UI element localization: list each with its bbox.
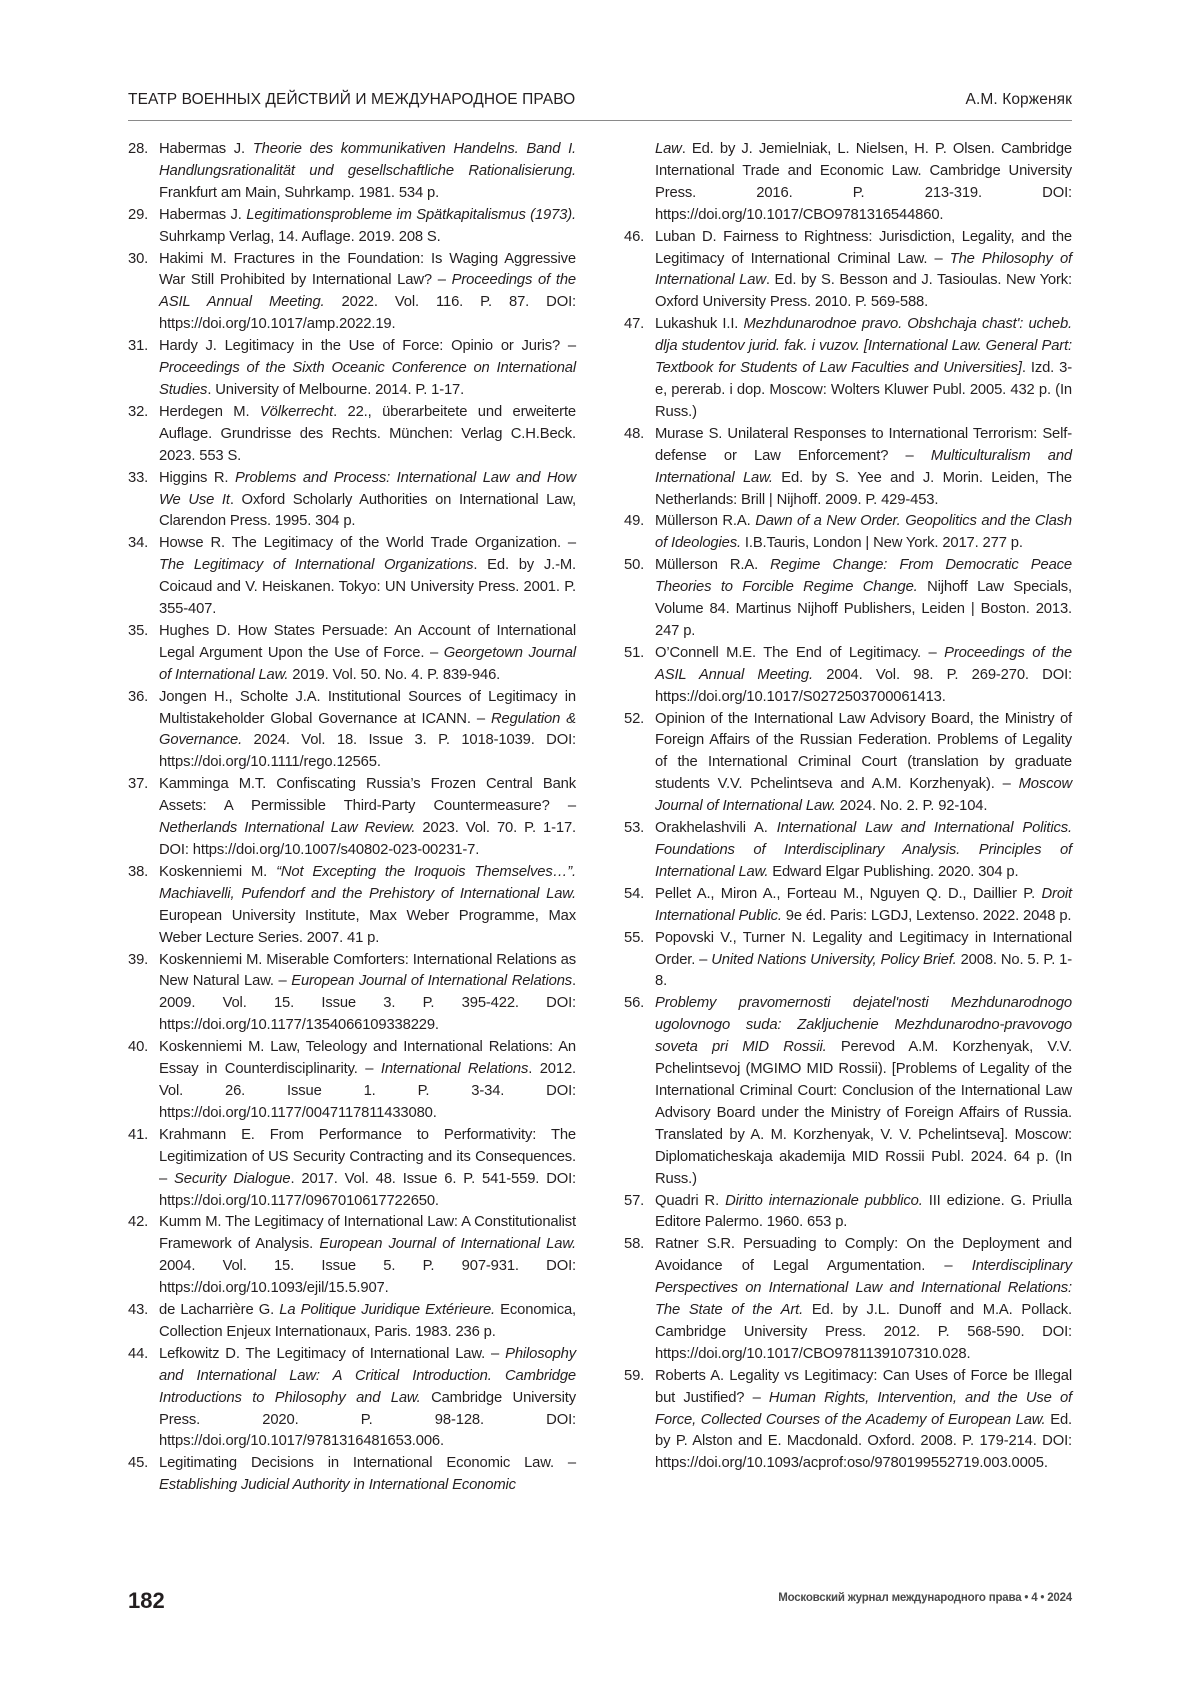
reference-text: de Lacharrière G. <box>159 1302 279 1318</box>
reference-number: 51. <box>624 643 644 665</box>
reference-number: 57. <box>624 1191 644 1213</box>
references-column-right <box>624 139 1072 1475</box>
reference-title: Netherlands International Law Review. <box>159 820 415 836</box>
reference-number: 39. <box>128 950 148 972</box>
reference-text: Perevod A.M. Korzhenyak, V.V. Pchelintsevoj (MGIMO MID Rossii). [Problems of Legality of the International Criminal Court: Conclusion of the International Law Advisory Board under the Ministry of Foreign Affairs of Russia. Translated by A. M. Korzhenyak, V. V. Pchelintseva]. Moscow: Diplomaticheskaja akademija MID Rossii Publ. 2024. 64 p. (In Russ.) <box>655 1039 1072 1186</box>
reference-number: 52. <box>624 709 644 731</box>
reference-number: 37. <box>128 774 148 796</box>
reference-title: Georgetown Journal of International Law. <box>159 645 576 683</box>
reference-item <box>128 774 576 862</box>
reference-title: Droit International Public. <box>655 886 1072 924</box>
reference-title: Proceedings of the Sixth Oceanic Conference on International Studies <box>159 360 576 398</box>
reference-title: Moscow Journal of International Law. <box>655 776 1072 814</box>
reference-number: 31. <box>128 336 148 358</box>
reference-text: Luban D. Fairness to Rightness: Jurisdiction, Legality, and the Legitimacy of International Criminal Law. – <box>655 229 1072 267</box>
reference-title: Mezhdunarodnoe pravo. Obshchaja chast': ucheb. dlja studentov jurid. fak. i vuzov. [International Law. General Part: Textbook for Students of Law Faculties and Universities] <box>655 316 1072 376</box>
reference-number: 59. <box>624 1366 644 1388</box>
reference-text: . 2012. Vol. 26. Issue 1. P. 3-34. DOI: https://doi.org/10.1177/0047117811433080. <box>159 1061 576 1121</box>
reference-text: Legitimating Decisions in International Economic Law. – <box>159 1455 576 1471</box>
reference-title: The Legitimacy of International Organizations <box>159 557 473 573</box>
references-column-left <box>128 139 576 1497</box>
reference-text: . Ed. by J. Jemielniak, L. Nielsen, H. P. Olsen. Cambridge International Trade and Economic Law. Cambridge University Press. 2016. P. 213-319. DOI: https://doi.org/10.1017/CBO9781316544860. <box>655 141 1072 223</box>
reference-text: . Oxford Scholarly Authorities on International Law, Clarendon Press. 1995. 304 p. <box>159 492 576 530</box>
reference-number: 44. <box>128 1344 148 1366</box>
reference-title: Regime Change: From Democratic Peace Theories to Forcible Regime Change. <box>655 557 1072 595</box>
reference-title: Problems and Process: International Law and How We Use It <box>159 470 576 508</box>
reference-title: La Politique Juridique Extérieure. <box>279 1302 495 1318</box>
reference-title: Human Rights, Intervention, and the Use of Force, Collected Courses of the Academy of European Law. <box>655 1390 1072 1428</box>
reference-title: Establishing Judicial Authority in International Economic <box>159 1477 516 1493</box>
reference-number: 58. <box>624 1234 644 1256</box>
reference-item <box>128 249 576 337</box>
reference-text: Ed. by S. Yee and J. Morin. Leiden, The Netherlands: Brill | Nijhoff. 2009. P. 429-453. <box>655 470 1072 508</box>
reference-text: Hughes D. How States Persuade: An Account of International Legal Argument Upon the Use of Force. – <box>159 623 576 661</box>
reference-item <box>128 1453 576 1497</box>
reference-text: . University of Melbourne. 2014. P. 1-17. <box>207 382 464 398</box>
reference-item <box>128 687 576 775</box>
reference-text: Pellet A., Miron A., Forteau M., Nguyen Q. D., Daillier P. <box>655 886 1042 902</box>
reference-text: Quadri R. <box>655 1193 725 1209</box>
reference-title: International Law and International Politics. Foundations of Interdisciplinary Analysis. Principles of International Law. <box>655 820 1072 880</box>
running-header <box>128 91 1072 113</box>
reference-item <box>128 402 576 468</box>
reference-item <box>128 621 576 687</box>
reference-text: . 22., überarbeitete und erweiterte Auflage. Grundrisse des Rechts. München: Verlag C.H.Beck. 2023. 553 S. <box>159 404 576 464</box>
reference-text: Koskenniemi M. <box>159 864 276 880</box>
reference-text: Krahmann E. From Performance to Performativity: The Legitimization of US Security Contracting and its Consequences. – <box>159 1127 576 1187</box>
reference-text: 2022. Vol. 116. P. 87. DOI: https://doi.org/10.1017/amp.2022.19. <box>159 294 576 332</box>
reference-text: Habermas J. <box>159 207 246 223</box>
reference-title: Problemy pravomernosti dejatel'nosti Mezhdunarodnogo ugolovnogo suda: Zakljuchenie Mezhdunarodno-pravovogo soveta pri MID Rossii. <box>655 995 1072 1055</box>
journal-footer: Московский журнал международного права • 4 • 2024 <box>778 1592 1072 1604</box>
reference-number: 43. <box>128 1300 148 1322</box>
reference-title: Legitimationsprobleme im Spätkapitalismus (1973). <box>246 207 576 223</box>
reference-title: Diritto internazionale pubblico. <box>725 1193 923 1209</box>
reference-title: “Not Excepting the Iroquois Themselves…”. Machiavelli, Pufendorf and the Prehistory of International Law. <box>159 864 576 902</box>
reference-title: Völkerrecht <box>260 404 333 420</box>
reference-text: . 2009. Vol. 15. Issue 3. P. 395-422. DOI: https://doi.org/10.1177/1354066109338229. <box>159 973 576 1033</box>
reference-text: Müllerson R.A. <box>655 557 770 573</box>
reference-title: United Nations University, Policy Brief. <box>711 952 956 968</box>
reference-title: Proceedings of the ASIL Annual Meeting. <box>655 645 1072 683</box>
reference-title: The Philosophy of International Law <box>655 251 1072 289</box>
reference-item <box>128 533 576 621</box>
reference-text: . Izd. 3-e, pererab. i dop. Moscow: Wolters Kluwer Publ. 2005. 432 p. (In Russ.) <box>655 360 1072 420</box>
reference-number: 28. <box>128 139 148 161</box>
reference-title: Philosophy and International Law: A Critical Introduction. Cambridge Introductions to Philosophy and Law. <box>159 1346 576 1406</box>
reference-text: 2019. Vol. 50. No. 4. P. 839-946. <box>288 667 500 683</box>
reference-text: Lefkowitz D. The Legitimacy of International Law. – <box>159 1346 505 1362</box>
reference-number: 36. <box>128 687 148 709</box>
reference-number: 40. <box>128 1037 148 1059</box>
reference-title: European Journal of International Law. <box>319 1236 576 1252</box>
reference-text: Hardy J. Legitimacy in the Use of Force: Opinio or Juris? – <box>159 338 576 354</box>
reference-text: Ed. by J.L. Dunoff and M.A. Pollack. Cambridge University Press. 2012. P. 568-590. DOI: https://doi.org/10.1017/CBO9781139107310.028. <box>655 1302 1072 1362</box>
reference-number: 47. <box>624 314 644 336</box>
reference-item <box>624 993 1072 1190</box>
reference-text: 9e éd. Paris: LGDJ, Lextenso. 2022. 2048 p. <box>782 908 1072 924</box>
reference-number: 46. <box>624 227 644 249</box>
reference-item <box>128 468 576 534</box>
reference-item <box>128 862 576 950</box>
reference-text: Higgins R. <box>159 470 235 486</box>
header-divider <box>128 120 1072 121</box>
reference-number: 34. <box>128 533 148 555</box>
reference-text: European University Institute, Max Weber Programme, Max Weber Lecture Series. 2007. 41 p. <box>159 908 576 946</box>
reference-text: Koskenniemi M. Law, Teleology and International Relations: An Essay in Counterdisciplinarity. – <box>159 1039 576 1077</box>
reference-number: 56. <box>624 993 644 1015</box>
reference-text: . Ed. by J.-M. Coicaud and V. Heiskanen. Tokyo: UN University Press. 2001. P. 355-407. <box>159 557 576 617</box>
reference-text: Economica, Collection Enjeux Internationaux, Paris. 1983. 236 p. <box>159 1302 576 1340</box>
reference-title: Theorie des kommunikativen Handelns. Band I. Handlungsrationalität und gesellschaftliche Rationalisierung. <box>159 141 576 179</box>
reference-text: 2008. No. 5. P. 1-8. <box>655 952 1072 990</box>
reference-item <box>128 1344 576 1454</box>
reference-text: Opinion of the International Law Advisory Board, the Ministry of Foreign Affairs of the Russian Federation. Problems of Legality of the International Criminal Court (translation by graduate students V.V. Pchelintseva and A.M. Korzhenyak). – <box>655 711 1072 793</box>
reference-text: Frankfurt am Main, Suhrkamp. 1981. 534 p. <box>159 185 439 201</box>
reference-number: 38. <box>128 862 148 884</box>
reference-text: . 2017. Vol. 48. Issue 6. P. 541-559. DOI: https://doi.org/10.1177/0967010617722650. <box>159 1171 576 1209</box>
reference-text: 2004. Vol. 98. P. 269-270. DOI: https://doi.org/10.1017/S0272503700061413. <box>655 667 1072 705</box>
reference-text: 2024. No. 2. P. 92-104. <box>836 798 988 814</box>
reference-text: Cambridge University Press. 2020. P. 98-128. DOI: https://doi.org/10.1017/9781316481653.006. <box>159 1390 576 1450</box>
reference-number: 45. <box>128 1453 148 1475</box>
reference-item <box>128 1037 576 1125</box>
reference-item <box>128 950 576 1038</box>
reference-number: 30. <box>128 249 148 271</box>
reference-number: 53. <box>624 818 644 840</box>
reference-item <box>624 818 1072 884</box>
reference-item <box>624 709 1072 819</box>
reference-item <box>128 205 576 249</box>
reference-text: Ratner S.R. Persuading to Comply: On the Deployment and Avoidance of Legal Argumentation. – <box>655 1236 1072 1274</box>
reference-number: 55. <box>624 928 644 950</box>
reference-item <box>624 511 1072 555</box>
reference-text: III edizione. G. Priulla Editore Palermo. 1960. 653 p. <box>655 1193 1072 1231</box>
reference-text: Hakimi M. Fractures in the Foundation: Is Waging Aggressive War Still Prohibited by International Law? – <box>159 251 576 289</box>
reference-text: Jongen H., Scholte J.A. Institutional Sources of Legitimacy in Multistakeholder Global Governance at ICANN. – <box>159 689 576 727</box>
reference-item <box>624 314 1072 424</box>
reference-item <box>624 1234 1072 1365</box>
reference-text: 2023. Vol. 70. P. 1-17. DOI: https://doi.org/10.1007/s40802-023-00231-7. <box>159 820 576 858</box>
article-author: А.М. Корженяк <box>966 91 1072 109</box>
reference-number: 48. <box>624 424 644 446</box>
reference-number: 50. <box>624 555 644 577</box>
reference-item <box>128 139 576 205</box>
reference-text: Edward Elgar Publishing. 2020. 304 p. <box>768 864 1018 880</box>
reference-item <box>128 1212 576 1300</box>
reference-number: 29. <box>128 205 148 227</box>
reference-number: 35. <box>128 621 148 643</box>
reference-text: Popovski V., Turner N. Legality and Legitimacy in International Order. – <box>655 930 1072 968</box>
reference-text: Roberts A. Legality vs Legitimacy: Can Uses of Force be Illegal but Justified? – <box>655 1368 1072 1406</box>
reference-text: Habermas J. <box>159 141 253 157</box>
reference-title: Security Dialogue <box>174 1171 290 1187</box>
reference-text: Nijhoff Law Specials, Volume 84. Martinus Nijhoff Publishers, Leiden | Boston. 2013. 247 p. <box>655 579 1072 639</box>
reference-title: Proceedings of the ASIL Annual Meeting. <box>159 272 576 310</box>
reference-text: Howse R. The Legitimacy of the World Trade Organization. – <box>159 535 576 551</box>
reference-item <box>624 643 1072 709</box>
page-number: 182 <box>128 1588 165 1614</box>
reference-item <box>624 1366 1072 1476</box>
reference-text: . Ed. by S. Besson and J. Tasioulas. New York: Oxford University Press. 2010. P. 569-588. <box>655 272 1072 310</box>
reference-text: Lukashuk I.I. <box>655 316 744 332</box>
reference-text: 2024. Vol. 18. Issue 3. P. 1018-1039. DOI: https://doi.org/10.1111/rego.12565. <box>159 732 576 770</box>
reference-item <box>624 884 1072 928</box>
reference-item <box>624 1191 1072 1235</box>
reference-title: Multiculturalism and International Law. <box>655 448 1072 486</box>
reference-item <box>624 424 1072 512</box>
reference-text: Herdegen M. <box>159 404 260 420</box>
reference-item <box>624 555 1072 643</box>
reference-number: 32. <box>128 402 148 424</box>
reference-text: Koskenniemi M. Miserable Comforters: International Relations as New Natural Law. – <box>159 952 576 990</box>
reference-text: I.B.Tauris, London | New York. 2017. 277 p. <box>741 535 1023 551</box>
reference-text: Kumm M. The Legitimacy of International Law: A Constitutionalist Framework of Analysis. <box>159 1214 576 1252</box>
reference-number: 41. <box>128 1125 148 1147</box>
reference-text: Kamminga M.T. Confiscating Russia’s Frozen Central Bank Assets: A Permissible Third-Party Countermeasure? – <box>159 776 576 814</box>
reference-text: Ed. by P. Alston and E. Macdonald. Oxford. 2008. P. 179-214. DOI: https://doi.org/10.1093/acprof:oso/9780199552719.003.0005. <box>655 1412 1072 1472</box>
reference-item <box>624 139 1072 227</box>
reference-title: Law <box>655 141 682 157</box>
reference-number: 54. <box>624 884 644 906</box>
reference-item <box>624 227 1072 315</box>
reference-item <box>128 1300 576 1344</box>
reference-number: 42. <box>128 1212 148 1234</box>
reference-number: 33. <box>128 468 148 490</box>
reference-item <box>128 336 576 402</box>
reference-text: Suhrkamp Verlag, 14. Auflage. 2019. 208 S. <box>159 229 441 245</box>
reference-title: Regulation & Governance. <box>159 711 576 749</box>
reference-item <box>128 1125 576 1213</box>
reference-text: Orakhelashvili A. <box>655 820 777 836</box>
reference-number: 49. <box>624 511 644 533</box>
reference-text: O’Connell M.E. The End of Legitimacy. – <box>655 645 944 661</box>
reference-text: 2004. Vol. 15. Issue 5. P. 907-931. DOI: https://doi.org/10.1093/ejil/15.5.907. <box>159 1258 576 1296</box>
reference-item <box>624 928 1072 994</box>
reference-text: Murase S. Unilateral Responses to International Terrorism: Self-defense or Law Enforcement? – <box>655 426 1072 464</box>
reference-text: Müllerson R.A. <box>655 513 755 529</box>
reference-title: International Relations <box>381 1061 528 1077</box>
journal-section-title: ТЕАТР ВОЕННЫХ ДЕЙСТВИЙ И МЕЖДУНАРОДНОЕ ПРАВО <box>128 91 575 109</box>
reference-title: Interdisciplinary Perspectives on International Law and International Relations: The State of the Art. <box>655 1258 1072 1318</box>
reference-title: European Journal of International Relations <box>291 973 572 989</box>
reference-title: Dawn of a New Order. Geopolitics and the Clash of Ideologies. <box>655 513 1072 551</box>
